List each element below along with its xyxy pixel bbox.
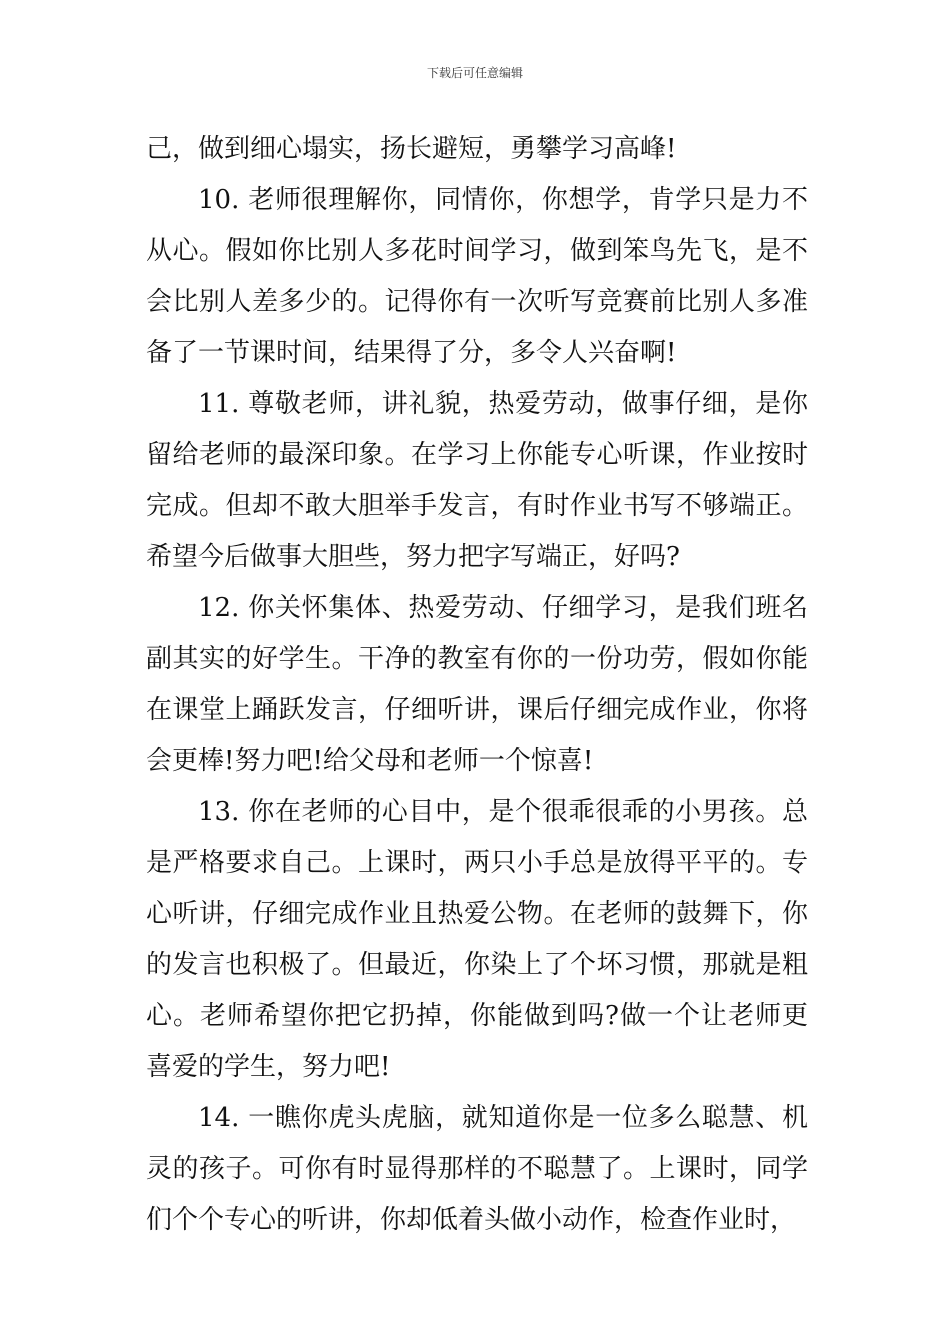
paragraph-item-11: 11. 尊敬老师，讲礼貌，热爱劳动，做事仔细，是你留给老师的最深印象。在学习上你能专心听课，作业按时完成。但却不敢大胆举手发言，有时作业书写不够端正。希望今后做事大胆些，努力把字写端正，好吗? — [146, 389, 808, 572]
paragraph-item-10: 10. 老师很理解你，同情你，你想学，肯学只是力不从心。假如你比别人多花时间学习，做到笨鸟先飞，是不会比别人差多少的。记得你有一次听写竞赛前比别人多准备了一节课时间，结果得了分，多令人兴奋啊! — [146, 185, 808, 368]
paragraph-item-12: 12. 你关怀集体、热爱劳动、仔细学习，是我们班名副其实的好学生。干净的教室有你的一份功劳，假如你能在课堂上踊跃发言，仔细听讲，课后仔细完成作业，你将会更棒!努力吧!给父母和老师一个惊喜! — [146, 593, 808, 776]
paragraph-item-13: 13. 你在老师的心目中，是个很乖很乖的小男孩。总是严格要求自己。上课时，两只小手总是放得平平的。专心听讲，仔细完成作业且热爱公物。在老师的鼓舞下，你的发言也积极了。但最近，你染上了个坏习惯，那就是粗心。老师希望你把它扔掉，你能做到吗?做一个让老师更喜爱的学生，努力吧! — [146, 797, 808, 1082]
paragraph-item-14: 14. 一瞧你虎头虎脑，就知道你是一位多么聪慧、机灵的孩子。可你有时显得那样的不聪慧了。上课时，同学们个个专心的听讲，你却低着头做小动作，检查作业时， — [146, 1103, 808, 1235]
document-body — [146, 124, 808, 1246]
paragraph-continuation: 己，做到细心塌实，扬长避短，勇攀学习高峰! — [146, 134, 677, 164]
page-header: 下载后可任意编辑 — [426, 66, 523, 80]
